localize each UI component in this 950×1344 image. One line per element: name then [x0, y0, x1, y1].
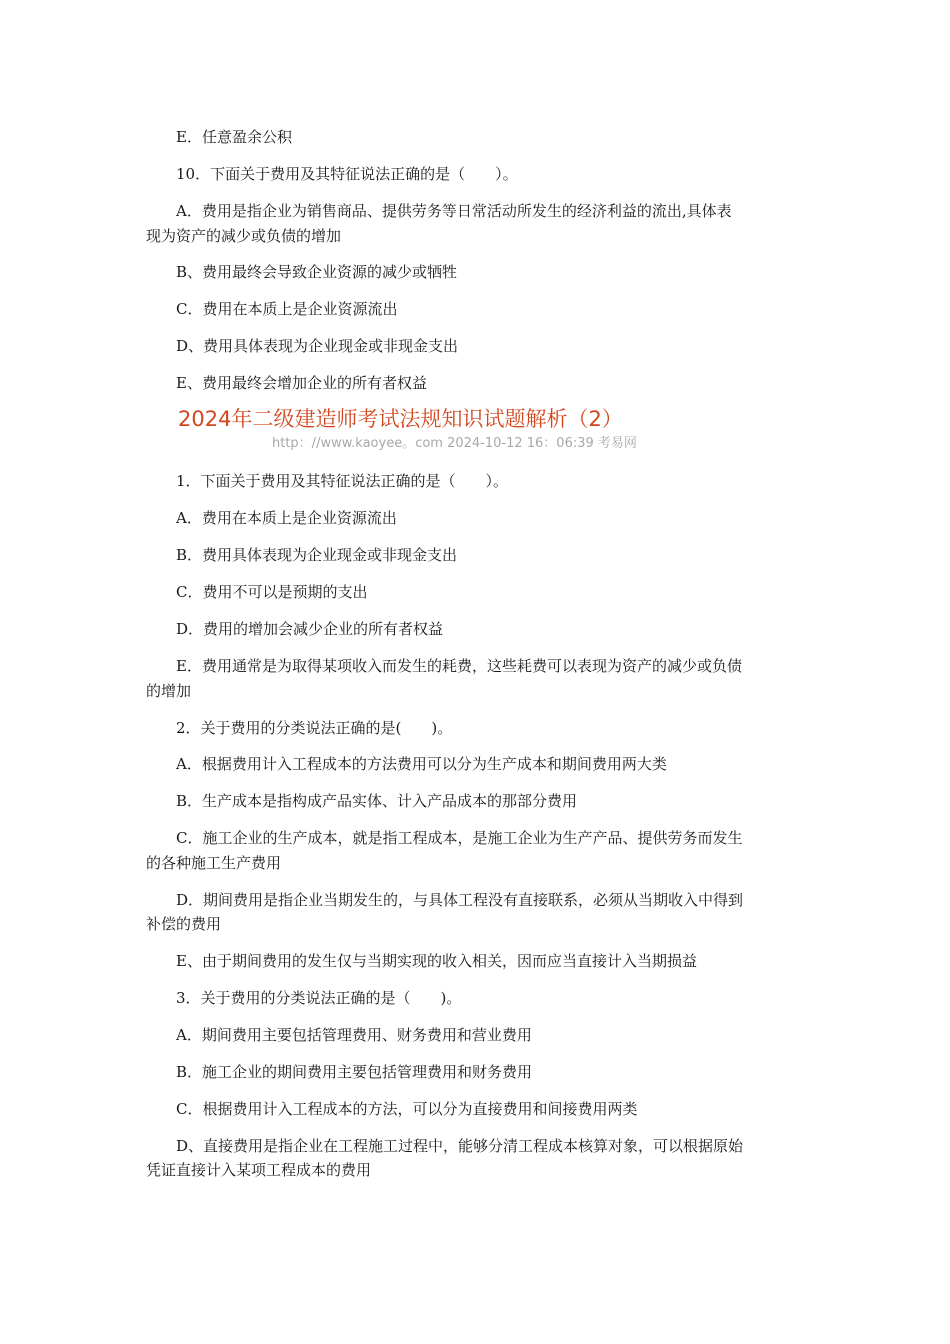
- option-e-text-continued: 的增加: [146, 682, 192, 700]
- question-3-text: 3．关于费用的分类说法正确的是（ )。: [176, 989, 462, 1007]
- question-1-text: 1．下面关于费用及其特征说法正确的是（ ）。: [176, 472, 509, 490]
- option-e-text: E、由于期间费用的发生仅与当期实现的收入相关，因而应当直接计入当期损益: [176, 952, 697, 970]
- option-d-text-continued: 凭证直接计入某项工程成本的费用: [146, 1161, 372, 1179]
- option-e-text: E．任意盈余公积: [176, 128, 292, 146]
- option-c-text: C．费用在本质上是企业资源流出: [176, 300, 398, 318]
- option-b-text: B．生产成本是指构成产品实体、计入产品成本的那部分费用: [176, 792, 578, 810]
- question-10-text: 10．下面关于费用及其特征说法正确的是（ ）。: [176, 165, 518, 183]
- option-a-text: A．期间费用主要包括管理费用、财务费用和营业费用: [176, 1026, 532, 1044]
- option-c-text: C．施工企业的生产成本，就是指工程成本，是施工企业为生产产品、提供劳务而发生: [176, 829, 743, 847]
- option-b-text: B．费用具体表现为企业现金或非现金支出: [176, 546, 458, 564]
- option-d-text: D、费用具体表现为企业现金或非现金支出: [176, 337, 459, 355]
- option-a-text: A．费用在本质上是企业资源流出: [176, 509, 397, 527]
- question-2-text: 2．关于费用的分类说法正确的是( )。: [176, 719, 453, 737]
- option-e-text: E、费用最终会增加企业的所有者权益: [176, 374, 427, 392]
- option-a-text-continued: 现为资产的减少或负债的增加: [146, 227, 342, 245]
- article-title: 2024年二级建造师考试法规知识试题解析（2）: [178, 407, 623, 431]
- option-d-text-continued: 补偿的费用: [146, 915, 222, 933]
- option-c-text-continued: 的各种施工生产费用: [146, 854, 282, 872]
- option-c-text: C．根据费用计入工程成本的方法，可以分为直接费用和间接费用两类: [176, 1100, 638, 1118]
- option-a-text: A．费用是指企业为销售商品、提供劳务等日常活动所发生的经济利益的流出,具体表: [176, 202, 732, 220]
- option-d-text: D、直接费用是指企业在工程施工过程中，能够分清工程成本核算对象，可以根据原始: [176, 1137, 744, 1155]
- article-meta: http：//www.kaoyee。com 2024-10-12 16：06:39 考易网: [272, 436, 637, 451]
- option-d-text: D．费用的增加会减少企业的所有者权益: [176, 620, 444, 638]
- option-a-text: A．根据费用计入工程成本的方法费用可以分为生产成本和期间费用两大类: [176, 755, 667, 773]
- option-b-text: B、费用最终会导致企业资源的减少或牺牲: [176, 263, 458, 281]
- option-b-text: B．施工企业的期间费用主要包括管理费用和财务费用: [176, 1063, 533, 1081]
- option-d-text: D．期间费用是指企业当期发生的，与具体工程没有直接联系，必须从当期收入中得到: [176, 891, 744, 909]
- option-c-text: C．费用不可以是预期的支出: [176, 583, 368, 601]
- option-e-text: E．费用通常是为取得某项收入而发生的耗费，这些耗费可以表现为资产的减少或负债: [176, 657, 742, 675]
